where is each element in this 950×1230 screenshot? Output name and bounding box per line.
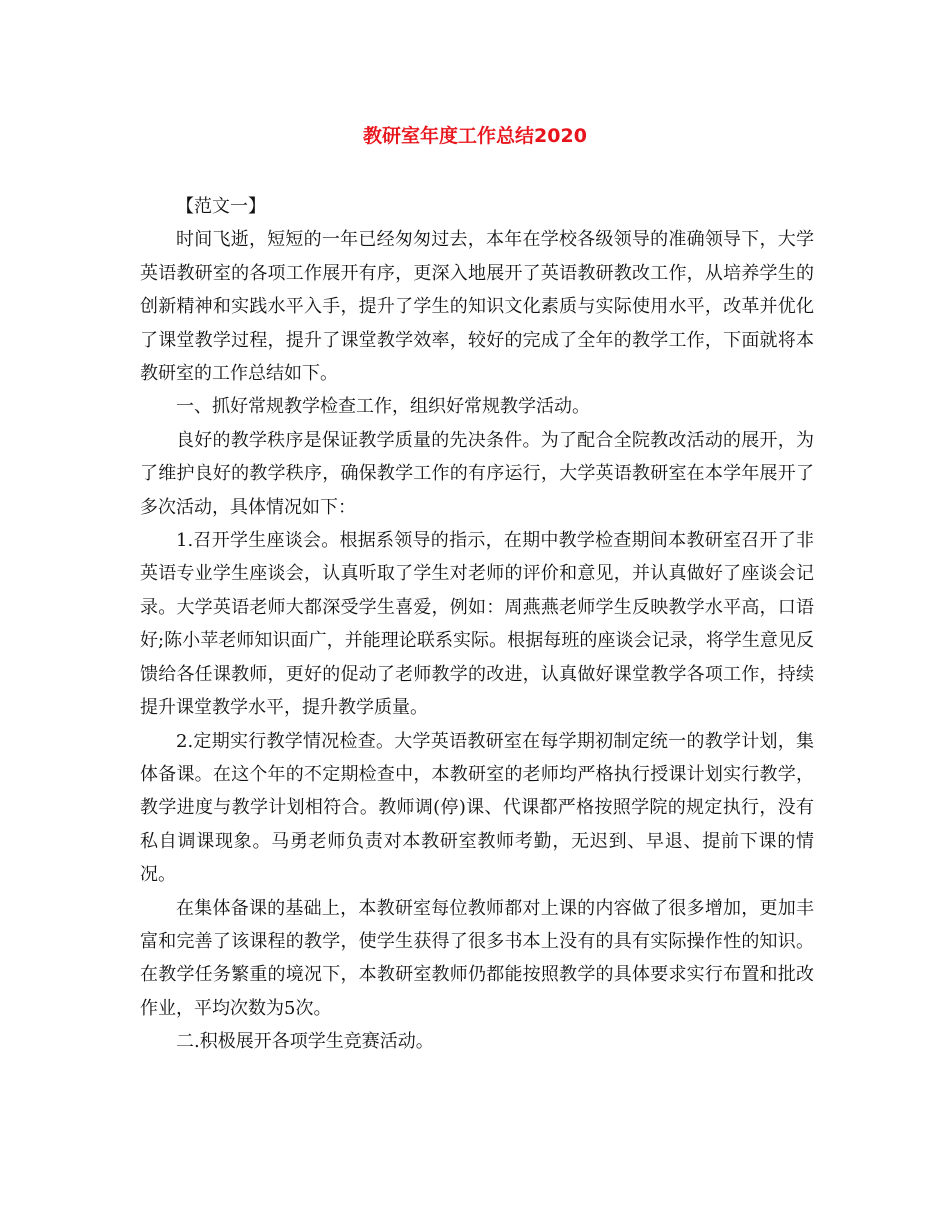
section-label: 【范文一】 [176,196,266,217]
document-title: 教研室年度工作总结2020 [363,125,587,147]
paragraph: 良好的教学秩序是保证教学质量的先决条件。为了配合全院教改活动的展开，为了维护良好的教学秩序，确保教学工作的有序运行，大学英语教研室在本学年展开了多次活动，具体情况如下： [140,429,814,518]
paragraph-intro: 时间飞逝，短短的一年已经匆匆过去，本年在学校各级领导的准确领导下，大学英语教研室的各项工作展开有序，更深入地展开了英语教研教改工作，从培养学生的创新精神和实践水平入手，提升了学生的知识文化素质与实际使用水平，改革并优化了课堂教学过程，提升了课堂教学效率，较好的完成了全年的教学工作，下面就将本教研室的工作总结如下。 [140,229,814,385]
paragraph: 在集体备课的基础上，本教研室每位教师都对上课的内容做了很多增加，更加丰富和完善了该课程的教学，使学生获得了很多书本上没有的具有实际操作性的知识。在教学任务繁重的境况下，本教研室教师仍都能按照教学的具体要求实行布置和批改作业，平均次数为5次。 [140,897,814,1019]
paragraph: 2.定期实行教学情况检查。大学英语教研室在每学期初制定统一的教学计划，集体备课。在这个年的不定期检查中，本教研室的老师均严格执行授课计划实行教学，教学进度与教学计划相符合。教师调(停)课、代课都严格按照学院的规定执行，没有私自调课现象。马勇老师负责对本教研室教师考勤，无迟到、早退、提前下课的情况。 [140,730,814,886]
section-heading-1: 一、抓好常规教学检查工作，组织好常规教学活动。 [176,396,590,418]
paragraph: 1.召开学生座谈会。根据系领导的指示，在期中教学检查期间本教研室召开了非英语专业学生座谈会，认真听取了学生对老师的评价和意见，并认真做好了座谈会记录。大学英语老师大都深受学生喜爱，例如：周燕燕老师学生反映教学水平高，口语好;陈小苹老师知识面广，并能理论联系实际。根据每班的座谈会记录，将学生意见反馈给各任课教师，更好的促动了老师教学的改进，认真做好课堂教学各项工作，持续提升课堂教学水平，提升教学质量。 [140,530,814,719]
document-body [140,190,814,1059]
section-heading-2: 二.积极展开各项学生竞赛活动。 [176,1031,434,1053]
